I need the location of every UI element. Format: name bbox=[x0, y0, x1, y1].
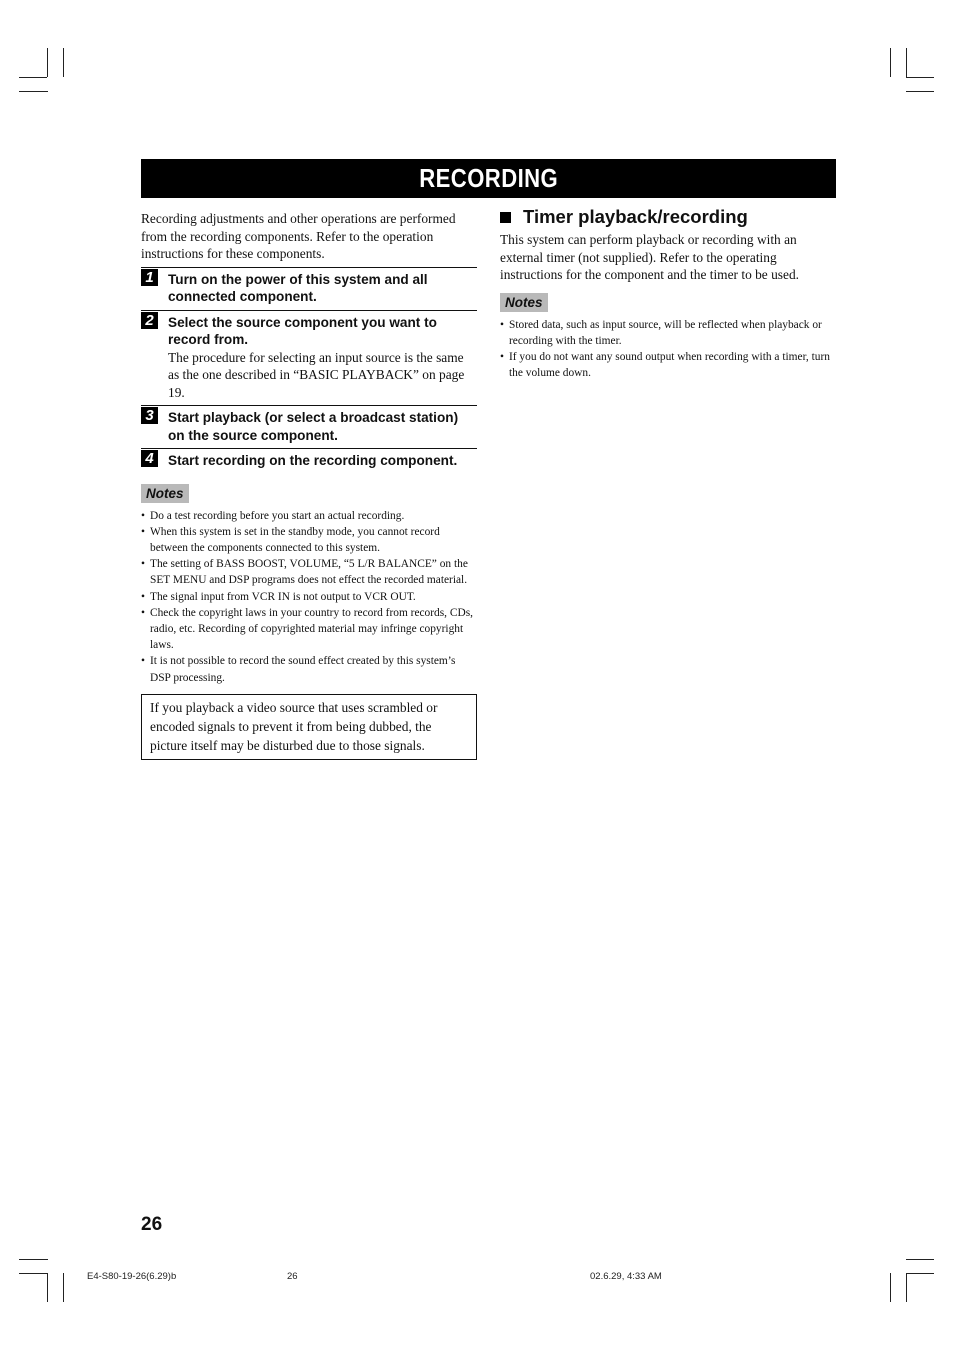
crop-mark bbox=[47, 48, 48, 77]
note-item: • The signal input from VCR IN is not output to VCR OUT. bbox=[141, 589, 477, 605]
section-heading-text: Timer playback/recording bbox=[523, 206, 748, 227]
note-item: • If you do not want any sound output when recording with a timer, turn the volume down. bbox=[500, 349, 836, 381]
right-column bbox=[500, 205, 836, 381]
step-1 bbox=[141, 267, 477, 310]
step-heading: Start playback (or select a broadcast station) on the source component. bbox=[168, 410, 459, 443]
section-body: This system can perform playback or recording with an external timer (not supplied). Refer to the operating instructions for the component and the timer to be used. bbox=[500, 232, 799, 282]
crop-mark bbox=[906, 1259, 934, 1260]
crop-mark bbox=[19, 1273, 47, 1274]
step-number: 2 bbox=[141, 312, 158, 329]
caution-box: If you playback a video source that uses scrambled or encoded signals to prevent it from being dubbed, the picture itself may be disturbed due to those signals. bbox=[141, 694, 477, 760]
step-number: 3 bbox=[141, 407, 158, 424]
square-bullet-icon bbox=[500, 212, 511, 223]
crop-mark bbox=[19, 77, 47, 78]
step-number: 4 bbox=[141, 450, 158, 467]
step-3 bbox=[141, 405, 477, 448]
footer-page: 26 bbox=[287, 1271, 298, 1282]
note-item: • Check the copyright laws in your country to record from records, CDs, radio, etc. Recording of copyrighted material may infringe copyright laws. bbox=[141, 605, 477, 654]
notes-label: Notes bbox=[141, 484, 189, 503]
note-item: • It is not possible to record the sound effect created by this system’s DSP processing. bbox=[141, 653, 477, 685]
notes-list bbox=[500, 317, 836, 382]
footer-datetime: 02.6.29, 4:33 AM bbox=[590, 1271, 662, 1282]
page-number: 26 bbox=[141, 1214, 163, 1235]
step-2 bbox=[141, 310, 477, 406]
footer-file: E4-S80-19-26(6.29)b bbox=[87, 1271, 177, 1282]
crop-mark bbox=[63, 1273, 64, 1302]
intro-paragraph: Recording adjustments and other operations are performed from the recording components. Refer to the operation instructions for these components. bbox=[141, 211, 456, 261]
page-title: RECORDING bbox=[419, 163, 558, 193]
crop-mark bbox=[63, 48, 64, 77]
step-body: The procedure for selecting an input source is the same as the one described in “BASIC PLAYBACK” on page 19. bbox=[168, 349, 465, 400]
section-heading bbox=[500, 205, 836, 229]
step-heading: Turn on the power of this system and all connected component. bbox=[168, 271, 428, 304]
crop-mark bbox=[19, 91, 48, 92]
notes-label: Notes bbox=[500, 293, 548, 312]
step-heading: Select the source component you want to record from. bbox=[168, 314, 437, 347]
note-item: • When this system is set in the standby mode, you cannot record between the components connected to this system. bbox=[141, 524, 477, 556]
notes-list bbox=[141, 508, 477, 686]
crop-mark bbox=[906, 1273, 934, 1274]
note-item: • Do a test recording before you start an actual recording. bbox=[141, 508, 477, 524]
crop-mark bbox=[906, 48, 907, 77]
crop-mark bbox=[47, 1273, 48, 1302]
left-column bbox=[141, 210, 477, 760]
page-title-bar bbox=[141, 159, 836, 198]
crop-mark bbox=[890, 48, 891, 77]
step-number: 1 bbox=[141, 269, 158, 286]
step-4 bbox=[141, 448, 477, 474]
note-item: • The setting of BASS BOOST, VOLUME, “5 L/R BALANCE” on the SET MENU and DSP programs does not effect the recorded material. bbox=[141, 556, 477, 588]
crop-mark bbox=[906, 77, 934, 78]
crop-mark bbox=[906, 1273, 907, 1302]
crop-mark bbox=[906, 91, 934, 92]
step-heading: Start recording on the recording component. bbox=[168, 453, 458, 468]
note-item: • Stored data, such as input source, will be reflected when playback or recording with the timer. bbox=[500, 317, 836, 349]
crop-mark bbox=[19, 1259, 48, 1260]
crop-mark bbox=[890, 1273, 891, 1302]
